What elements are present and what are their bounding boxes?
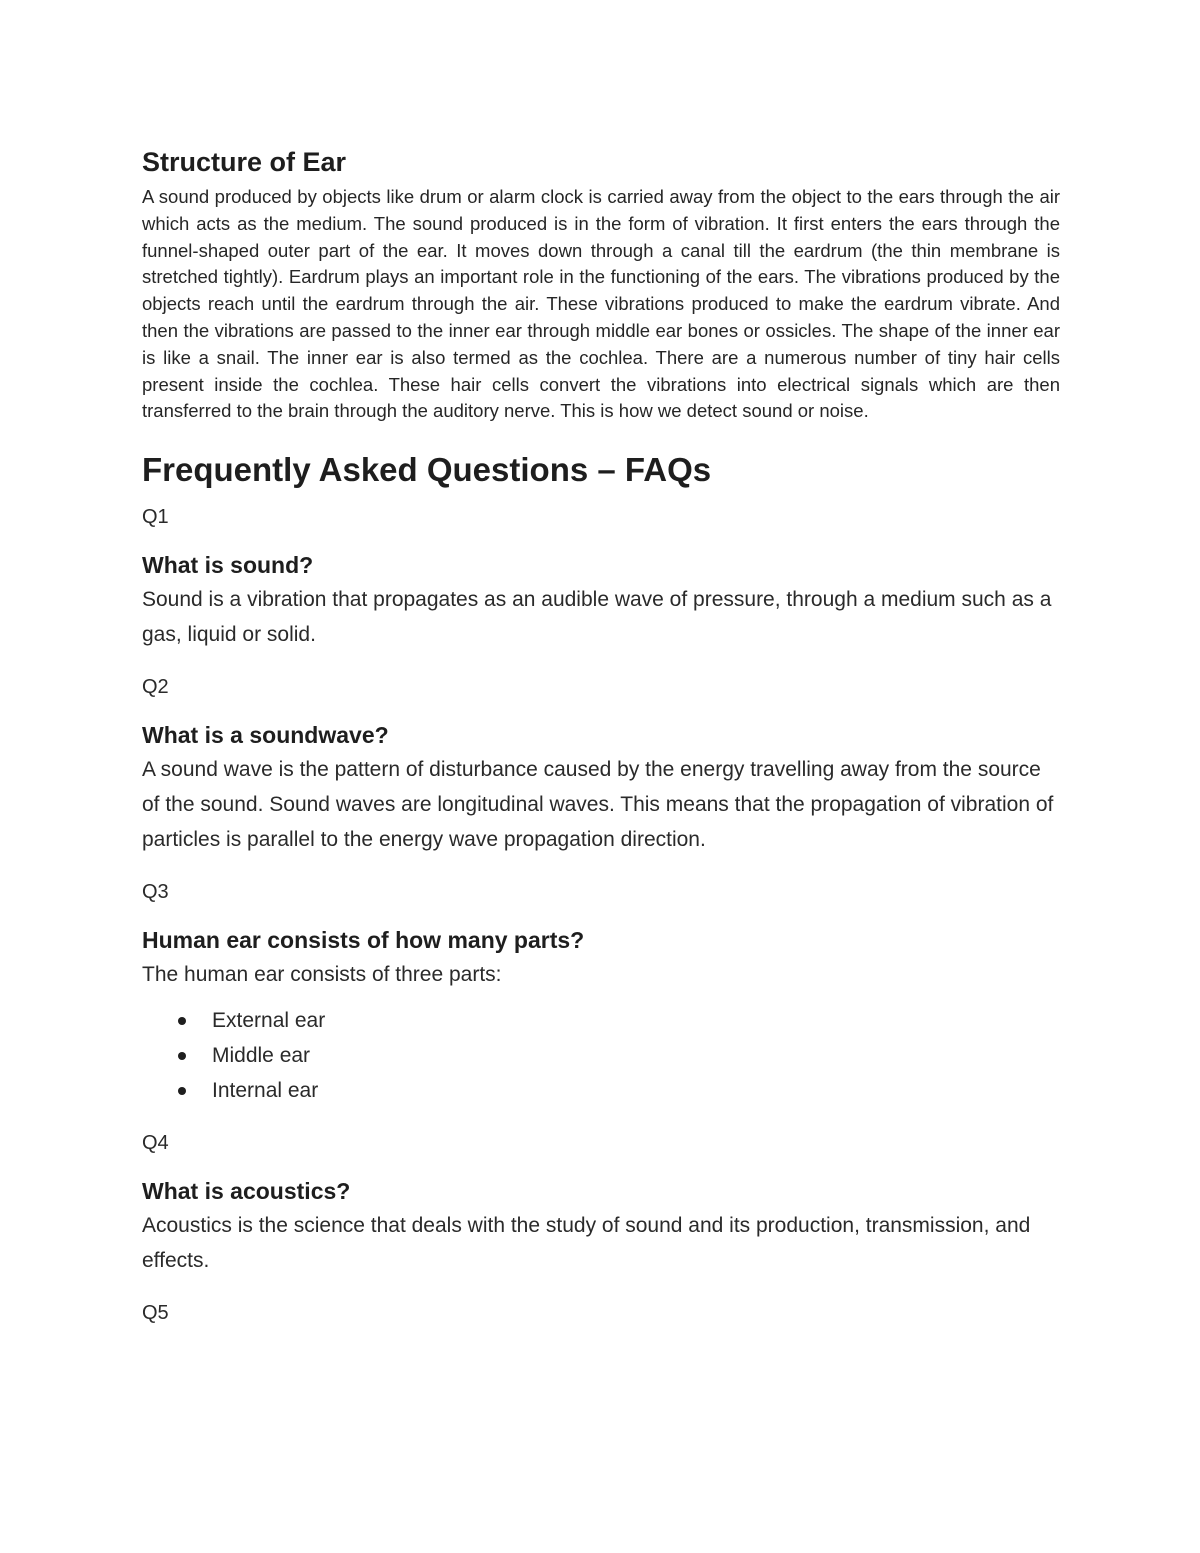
question-number: Q2 bbox=[142, 676, 169, 699]
faq-item-q5 bbox=[142, 1299, 1060, 1327]
faq-item-q4 bbox=[142, 1129, 1060, 1278]
question-number: Q1 bbox=[142, 506, 169, 529]
bullet-icon bbox=[178, 1017, 186, 1025]
question-title: What is a soundwave? bbox=[142, 722, 389, 749]
question-number: Q4 bbox=[142, 1132, 169, 1155]
structure-paragraph: A sound produced by objects like drum or alarm clock is carried away from the object to the ears through the air which acts as the medium. The sound produced is in the form of vibration. It first enters the ears through the funnel-shaped outer part of the ear. It moves down through a canal till the eardrum (the thin membrane is stretched tightly). Eardrum plays an important role in the functioning of the ears. The vibrations produced by the objects reach until the eardrum through the air. These vibrations produced to make the eardrum vibrate. And then the vibrations are passed to the inner ear through middle ear bones or ossicles. The shape of the inner ear is like a snail. The inner ear is also termed as the cochlea. There are a numerous number of tiny hair cells present inside the cochlea. These hair cells convert the vibrations into electrical signals which are then transferred to the brain through the auditory nerve. This is how we detect sound or noise. bbox=[142, 186, 1060, 422]
question-title: What is acoustics? bbox=[142, 1178, 351, 1205]
answer-text: The human ear consists of three parts: bbox=[142, 963, 502, 987]
question-number: Q3 bbox=[142, 881, 169, 904]
question-title: What is sound? bbox=[142, 552, 314, 579]
document-page bbox=[142, 140, 1060, 1327]
answer-text: A sound wave is the pattern of disturbance caused by the energy travelling away from the source of the sound. Sound waves are longitudinal waves. This means that the propagation of vibration of particles is parallel to the energy wave propagation direction. bbox=[142, 758, 1054, 852]
answer-text: Sound is a vibration that propagates as an audible wave of pressure, through a medium such as a gas, liquid or solid. bbox=[142, 588, 1052, 647]
faq-item-q2 bbox=[142, 673, 1060, 857]
question-title: Human ear consists of how many parts? bbox=[142, 927, 585, 954]
list-item-text: Internal ear bbox=[212, 1079, 319, 1103]
list-item bbox=[142, 1038, 1060, 1073]
faq-item-q3 bbox=[142, 878, 1060, 1108]
section-title-structure: Structure of Ear bbox=[142, 147, 347, 177]
list-item bbox=[142, 1003, 1060, 1038]
bullet-icon bbox=[178, 1052, 186, 1060]
faq-title: Frequently Asked Questions – FAQs bbox=[142, 451, 712, 489]
faq-item-q1 bbox=[142, 503, 1060, 652]
question-number: Q5 bbox=[142, 1302, 169, 1325]
list-item-text: Middle ear bbox=[212, 1044, 311, 1068]
ear-parts-list bbox=[142, 1003, 1060, 1108]
list-item bbox=[142, 1073, 1060, 1108]
bullet-icon bbox=[178, 1087, 186, 1095]
list-item-text: External ear bbox=[212, 1009, 326, 1033]
answer-text: Acoustics is the science that deals with the study of sound and its production, transmission, and effects. bbox=[142, 1214, 1031, 1273]
